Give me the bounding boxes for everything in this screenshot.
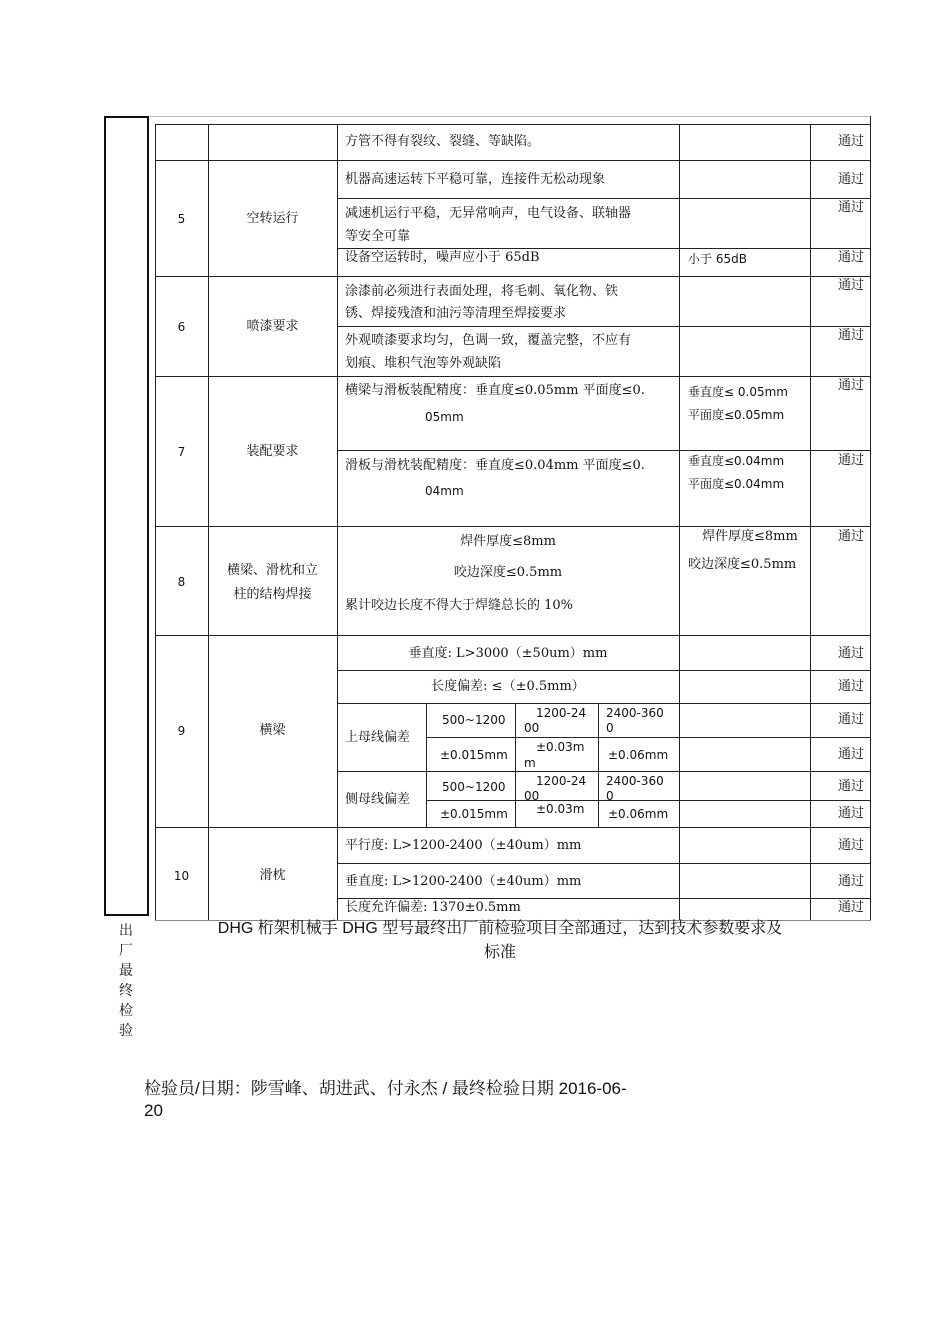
row9-side-result2: 通过: [838, 806, 865, 821]
row9-upper-range3b: 0: [606, 721, 614, 735]
row9-upper-tol2b: m: [524, 756, 536, 770]
row10-result-parallel: 通过: [838, 838, 865, 853]
row4-result: 通过: [838, 134, 865, 149]
row9-req-vertical: 垂直度: L>3000（±50um）mm: [408, 646, 608, 661]
row5-req-c: 设备空运转时，噪声应小于 65dB: [345, 250, 540, 265]
row7-result-b: 通过: [838, 453, 865, 468]
row9-upper-tol2a: ±0.03m: [536, 740, 585, 754]
row7-req-a-line1: 横梁与滑板装配精度：垂直度≤0.05mm 平面度≤0.: [345, 383, 645, 398]
row9-side-range2a: 1200-24: [536, 774, 587, 788]
row9-result-vertical: 通过: [838, 646, 865, 661]
row5-measured-c: 小于 65dB: [688, 252, 747, 266]
row6-req-b-line2: 划痕、堆积气泡等外观缺陷: [345, 356, 502, 371]
row9-upper-range2b: 00: [524, 721, 540, 735]
row7-number: 7: [177, 445, 186, 459]
row8-result: 通过: [838, 529, 865, 544]
row5-req-a: 机器高速运转下平稳可靠，连接件无松动现象: [345, 172, 606, 187]
row9-side-label: 侧母线偏差: [345, 792, 411, 807]
row7-item: 装配要求: [246, 444, 299, 459]
side-label-char: 厂: [119, 943, 133, 959]
row9-upper-range1: 500~1200: [442, 713, 506, 727]
row7-measured-b1: 垂直度≤0.04mm: [688, 454, 785, 468]
row8-req-c: 累计咬边长度不得大于焊缝总长的 10%: [345, 598, 574, 613]
row6-req-a-line1: 涂漆前必须进行表面处理，将毛刺、氧化物、铁: [345, 284, 619, 299]
side-column-box: [104, 116, 149, 916]
side-label-char: 出: [119, 923, 133, 939]
row5-req-b-line2: 等安全可靠: [345, 229, 411, 244]
row9-upper-label: 上母线偏差: [345, 730, 411, 745]
row5-req-b-line1: 减速机运行平稳，无异常响声，电气设备、联轴器: [345, 206, 632, 221]
row5-result-c: 通过: [838, 250, 865, 265]
row9-side-range2b: 00: [524, 789, 540, 803]
row8-measured-b: 咬边深度≤0.5mm: [688, 557, 797, 572]
row9-upper-range3a: 2400-360: [606, 706, 664, 720]
row7-result-a: 通过: [838, 378, 865, 393]
row8-item-line2: 柱的结构焊接: [233, 587, 312, 602]
row9-side-range3a: 2400-360: [606, 774, 664, 788]
summary-line1: DHG 桁架机械手 DHG 型号最终出厂前检验项目全部通过，达到技术参数要求及: [217, 920, 783, 937]
row6-req-b-line1: 外观喷漆要求均匀，色调一致，覆盖完整，不应有: [345, 333, 632, 348]
row4-description: 方管不得有裂纹、裂缝、等缺陷。: [345, 134, 541, 149]
row7-req-a-line2: 05mm: [425, 410, 464, 424]
row10-req-vertical: 垂直度: L>1200-2400（±40um）mm: [345, 874, 582, 889]
row8-measured-a: 焊件厚度≤8mm: [702, 529, 798, 544]
row10-item: 滑枕: [259, 868, 286, 883]
row9-side-tol1: ±0.015mm: [440, 807, 508, 821]
row10-req-length: 长度允许偏差: 1370±0.5mm: [345, 900, 521, 915]
row5-result-b: 通过: [838, 200, 865, 215]
side-label-char: 检: [119, 1003, 133, 1019]
row10-number: 10: [173, 869, 190, 883]
row6-result-b: 通过: [838, 328, 865, 343]
inspector-date-line1: 检验员/日期：陟雪峰、胡进武、付永杰 / 最终检验日期 2016-06-: [144, 1079, 627, 1098]
side-label-char: 终: [119, 983, 133, 999]
row7-measured-a2: 平面度≤0.05mm: [688, 408, 785, 422]
row7-measured-b2: 平面度≤0.04mm: [688, 477, 785, 491]
row9-upper-result1: 通过: [838, 712, 865, 727]
row9-upper-result2: 通过: [838, 747, 865, 762]
row8-req-a: 焊件厚度≤8mm: [460, 534, 556, 549]
row5-result-a: 通过: [838, 172, 865, 187]
row9-side-range1: 500~1200: [442, 780, 506, 794]
row9-side-tol2a: ±0.03m: [536, 802, 585, 816]
row6-req-a-line2: 锈、焊接残渣和油污等清理至焊接要求: [345, 306, 567, 321]
row10-req-parallel: 平行度: L>1200-2400（±40um）mm: [345, 838, 582, 853]
inspector-date-line2: 20: [144, 1101, 163, 1120]
row5-item: 空转运行: [246, 211, 299, 226]
side-label-char: 最: [119, 963, 133, 979]
row9-upper-tol3: ±0.06mm: [608, 748, 669, 762]
row6-number: 6: [177, 320, 186, 334]
row9-side-tol3: ±0.06mm: [608, 807, 669, 821]
row10-result-vertical: 通过: [838, 874, 865, 889]
row9-side-range3b: 0: [606, 789, 614, 803]
row7-measured-a1: 垂直度≤ 0.05mm: [688, 385, 788, 399]
row9-upper-range2a: 1200-24: [536, 706, 587, 720]
row9-item: 横梁: [259, 723, 286, 738]
row9-number: 9: [177, 724, 186, 738]
row9-req-length: 长度偏差: ≤（±0.5mm）: [431, 679, 585, 694]
side-label-char: 验: [119, 1023, 133, 1039]
row6-item: 喷漆要求: [246, 319, 299, 334]
row7-req-b-line1: 滑板与滑枕装配精度：垂直度≤0.04mm 平面度≤0.: [345, 458, 645, 473]
row7-req-b-line2: 04mm: [425, 484, 464, 498]
summary-line2: 标准: [483, 944, 516, 961]
row5-number: 5: [177, 212, 186, 226]
row8-item-line1: 横梁、滑枕和立: [226, 563, 318, 578]
row10-result-length: 通过: [838, 900, 865, 915]
row9-result-length: 通过: [838, 679, 865, 694]
row9-upper-tol1: ±0.015mm: [440, 748, 508, 762]
row8-number: 8: [177, 575, 186, 589]
row6-result-a: 通过: [838, 278, 865, 293]
row9-side-result1: 通过: [838, 779, 865, 794]
row8-req-b: 咬边深度≤0.5mm: [453, 565, 563, 580]
